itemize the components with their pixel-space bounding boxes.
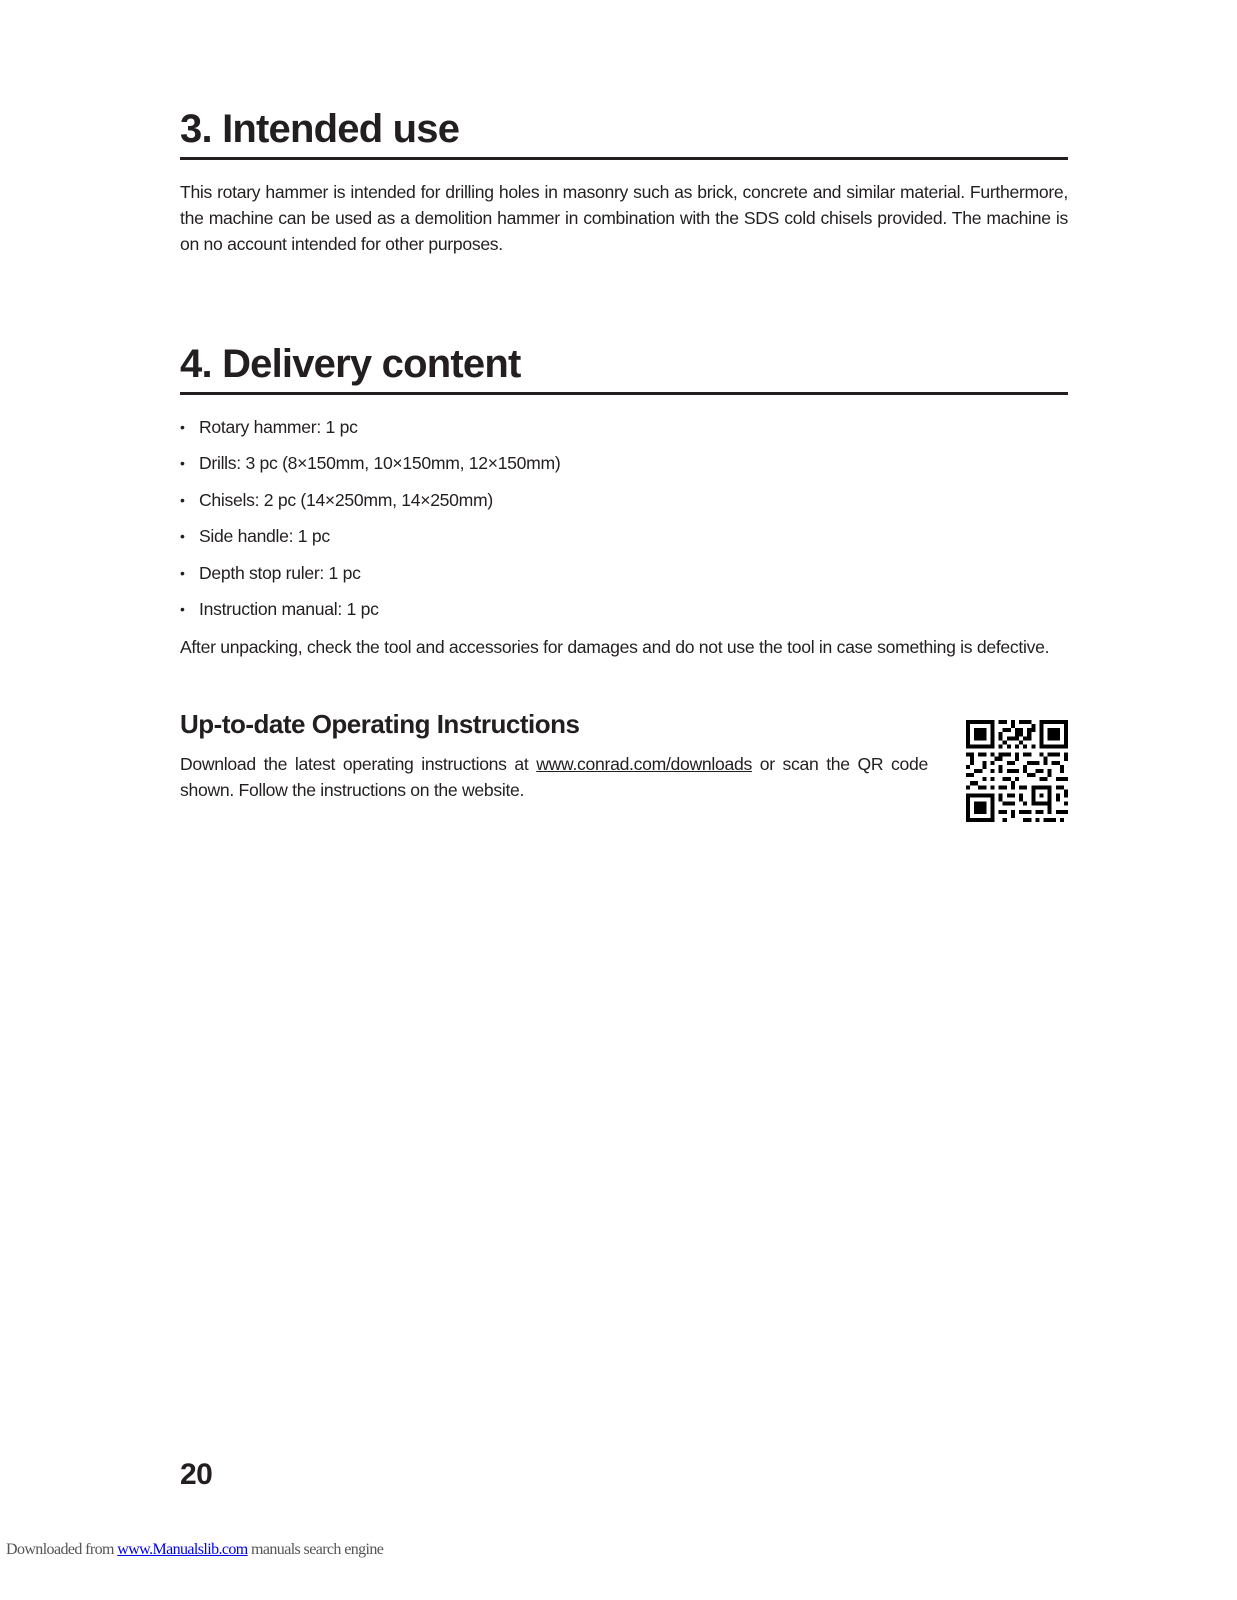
delivery-content-list bbox=[180, 414, 1068, 632]
section-heading-delivery-content: 4. Delivery content bbox=[180, 340, 1068, 395]
intended-use-paragraph: This rotary hammer is intended for drilling holes in masonry such as brick, concrete and similar material. Furthermore, the machine can be used as a demolition hammer in combination with the SDS cold chisels provided. The machine is on no account intended for other purposes. bbox=[180, 182, 1068, 254]
manualslib-link[interactable]: www.Manualslib.com bbox=[117, 1541, 248, 1558]
bullet-icon: • bbox=[180, 491, 185, 508]
list-item-text: Instruction manual: 1 pc bbox=[199, 598, 379, 619]
download-text-after: or scan the QR code shown. Follow the instructions on the website. bbox=[180, 754, 928, 800]
list-item-text: Depth stop ruler: 1 pc bbox=[199, 562, 361, 583]
qr-code-icon bbox=[966, 720, 1068, 822]
list-item bbox=[180, 487, 1068, 513]
download-text-before: Download the latest operating instructions at bbox=[180, 754, 537, 774]
list-item-text: Rotary hammer: 1 pc bbox=[199, 417, 358, 437]
list-item bbox=[180, 523, 1068, 549]
section-heading-intended-use: 3. Intended use bbox=[180, 105, 1068, 160]
after-unpacking-paragraph: After unpacking, check the tool and accessories for damages and do not use the tool in case something is defective. bbox=[180, 637, 1050, 657]
bullet-icon: • bbox=[180, 600, 185, 617]
download-instructions-paragraph bbox=[180, 751, 928, 803]
list-item-text: Side handle: 1 pc bbox=[199, 526, 330, 547]
page-number: 20 bbox=[180, 1458, 213, 1491]
bullet-icon: • bbox=[180, 564, 185, 581]
list-item-text: Chisels: 2 pc (14×250mm, 14×250mm) bbox=[199, 489, 493, 510]
footer-suffix: manuals search engine bbox=[247, 1541, 384, 1558]
list-item bbox=[180, 414, 1068, 440]
bullet-icon: • bbox=[180, 455, 185, 472]
bullet-icon: • bbox=[180, 528, 185, 545]
list-item bbox=[180, 560, 1068, 586]
footer-prefix: Downloaded from bbox=[6, 1541, 118, 1558]
list-item-text: Drills: 3 pc (8×150mm, 10×150mm, 12×150mm) bbox=[199, 453, 561, 474]
conrad-downloads-link[interactable]: www.conrad.com/downloads bbox=[536, 754, 752, 774]
list-item bbox=[180, 450, 1068, 476]
manualslib-footer bbox=[6, 1541, 383, 1559]
list-item bbox=[180, 596, 1068, 622]
bullet-icon: • bbox=[180, 419, 185, 435]
subheading-operating-instructions: Up-to-date Operating Instructions bbox=[180, 709, 580, 739]
